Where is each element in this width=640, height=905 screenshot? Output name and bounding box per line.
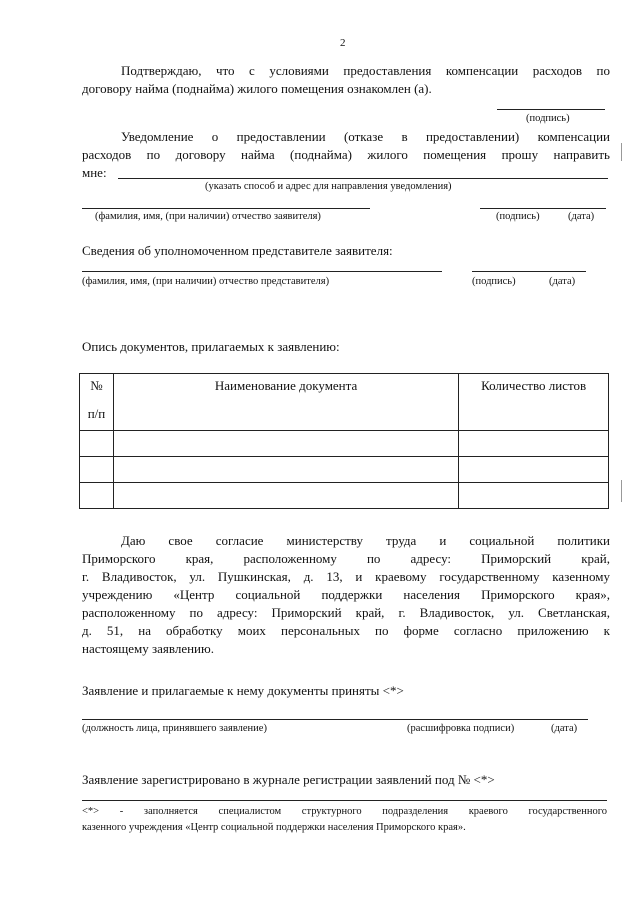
accepted-date-label: (дата) — [551, 723, 578, 734]
column-header-count: Количество листов — [459, 374, 609, 431]
consent-line-3: г. Владивосток, ул. Пушкинская, д. 13, и краевому государственному казенному — [82, 569, 610, 584]
confirm-signature-line — [497, 109, 605, 110]
row-sheet-count-cell[interactable] — [459, 431, 609, 457]
applicant-signature-line — [480, 208, 606, 209]
applicant-name-line — [82, 208, 370, 209]
documents-table — [79, 373, 609, 509]
notice-line-2: расходов по договору найма (поднайма) жилого помещения прошу направить — [82, 147, 610, 162]
accepted-heading: Заявление и прилагаемые к нему документы приняты <*> — [82, 683, 404, 698]
row-document-name-cell[interactable] — [113, 431, 458, 457]
scan-mark — [621, 480, 622, 502]
table-row — [80, 431, 609, 457]
column-header-name: Наименование документа — [113, 374, 458, 431]
scan-mark — [621, 143, 622, 161]
table-row — [80, 457, 609, 483]
accepted-line — [82, 719, 588, 720]
confirm-signature-label: (подпись) — [526, 113, 570, 124]
row-document-name-cell[interactable] — [113, 483, 458, 509]
consent-line-2: Приморского края, расположенному по адресу: Приморский край, — [82, 551, 610, 566]
table-row — [80, 483, 609, 509]
confirm-line-2: договору найма (поднайма) жилого помещения ознакомлен (а). — [82, 81, 432, 96]
consent-line-1: Даю свое согласие министерству труда и социальной политики — [121, 533, 610, 548]
registered-heading: Заявление зарегистрировано в журнале регистрации заявлений под № <*> — [82, 772, 495, 787]
applicant-name-label: (фамилия, имя, (при наличии) отчество заявителя) — [95, 211, 321, 222]
consent-line-5: расположенному по адресу: Приморский край, г. Владивосток, ул. Светланская, — [82, 605, 610, 620]
notice-line-1: Уведомление о предоставлении (отказе в предоставлении) компенсации — [121, 129, 610, 144]
applicant-date-label: (дата) — [568, 211, 595, 222]
row-number-cell[interactable] — [80, 431, 114, 457]
table-header-row — [80, 374, 609, 431]
representative-name-label: (фамилия, имя, (при наличии) отчество представителя) — [82, 276, 330, 287]
applicant-signature-label: (подпись) — [496, 211, 540, 222]
representative-heading: Сведения об уполномоченном представителе заявителя: — [82, 243, 393, 258]
representative-date-label: (дата) — [549, 276, 576, 287]
footnote-line-2: казенного учреждения «Центр социальной поддержки населения Приморского края». — [82, 822, 466, 833]
row-sheet-count-cell[interactable] — [459, 483, 609, 509]
consent-line-6: д. 51, на обработку моих персональных по форме согласно приложению к — [82, 623, 610, 638]
accepted-decode-label: (расшифровка подписи) — [407, 723, 515, 734]
notice-address-caption: (указать способ и адрес для направления уведомления) — [205, 181, 452, 192]
consent-line-4: учреждению «Центр социальной поддержки населения Приморского края», — [82, 587, 610, 602]
page-number: 2 — [340, 37, 346, 49]
notice-line-3: мне: — [82, 165, 107, 180]
confirm-line-1: Подтверждаю, что с условиями предоставления компенсации расходов по — [121, 63, 610, 78]
row-number-cell[interactable] — [80, 483, 114, 509]
notice-address-line — [118, 178, 608, 179]
inventory-heading: Опись документов, прилагаемых к заявлению: — [82, 339, 340, 354]
row-document-name-cell[interactable] — [113, 457, 458, 483]
row-number-cell[interactable] — [80, 457, 114, 483]
column-header-number — [80, 374, 114, 431]
footnote-separator — [82, 800, 607, 801]
representative-name-line — [82, 271, 442, 272]
representative-signature-label: (подпись) — [472, 276, 516, 287]
footnote-line-1: <*> - заполняется специалистом структурного подразделения краевого государственного — [82, 806, 607, 817]
column-header-number-line-2: п/п — [87, 406, 106, 421]
column-header-number-line-1: № — [90, 378, 103, 393]
accepted-position-label: (должность лица, принявшего заявление) — [82, 723, 267, 734]
consent-line-7: настоящему заявлению. — [82, 641, 214, 656]
representative-signature-line — [472, 271, 586, 272]
row-sheet-count-cell[interactable] — [459, 457, 609, 483]
